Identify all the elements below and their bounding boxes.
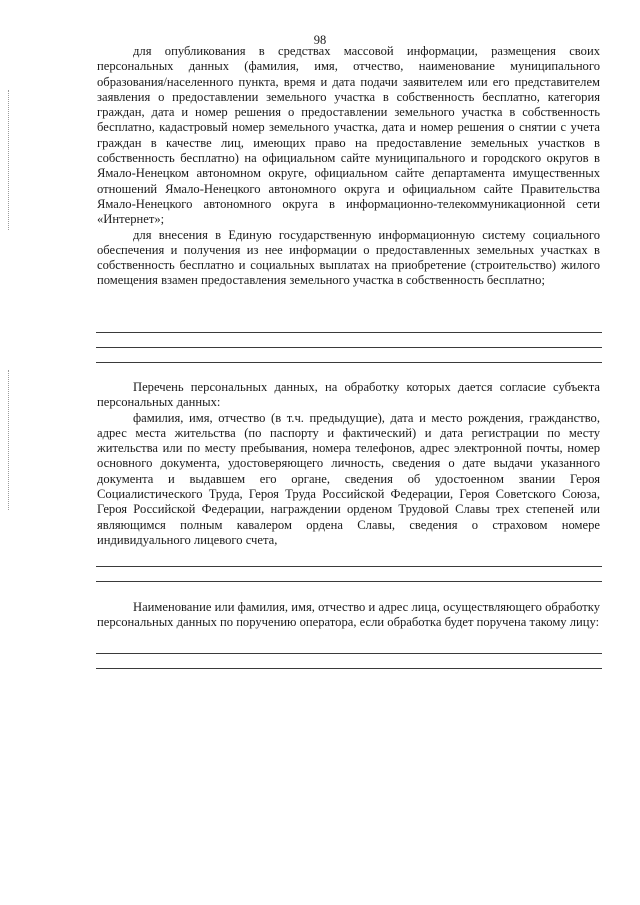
- personal-data-list-paragraph: фамилия, имя, отчество (в т.ч. предыдущие), дата и место рождения, гражданство, адрес места жительства (по паспорту и фактический) и дата регистрации по месту жительства или по месту пребывания, номера телефонов, адрес электронной почты, номер основного документа, удостоверяющего личность, сведения о дате выдачи указанного документа и выдавшем его органе, сведения об удостоенном звании Героя Социалистического Труда, Героя Труда Российской Федерации, Героя Советского Союза, Героя Российской Федерации, награждении орденом Трудовой Славы трех степеней или являющимся полным кавалером ордена Славы, сведения о страховом номере индивидуального лицевого счета,: [97, 410, 600, 547]
- consent-purposes-section: [97, 44, 600, 289]
- personal-data-list-section: [97, 380, 600, 548]
- blank-fill-line: [96, 581, 602, 582]
- blank-fill-line: [96, 566, 602, 567]
- processor-paragraph: Наименование или фамилия, имя, отчество и адрес лица, осуществляющего обработку персональных данных по поручению оператора, если обработка будет поручена такому лицу:: [97, 600, 600, 630]
- blank-fill-line: [96, 332, 602, 333]
- blank-fill-line: [96, 668, 602, 669]
- processor-section: [97, 600, 600, 631]
- binding-margin-mark: [8, 370, 11, 510]
- publication-purpose-paragraph: для опубликования в средствах массовой информации, размещения своих персональных данных (фамилия, имя, отчество, наименование муниципального образования/населенного пункта, время и дата подачи заявителем или его представителем заявления о предоставлении земельного участка в собственность бесплатно, категория граждан, дата и номер решения о предоставлении земельного участка в собственность бесплатно, кадастровый номер земельного участка, дата и номер решения о снятии с учета граждан в качестве лиц, имеющих право на предоставление земельных участков в собственность бесплатно) на официальном сайте муниципального и городского округов в Ямало-Ненецком автономном округе, официальном сайте департамента имущественных отношений Ямало-Ненецкого автономного округа и официальном сайте Правительства Ямало-Ненецкого автономного округа в информационно-телекоммуникационной сети «Интернет»;: [97, 44, 600, 227]
- blank-fill-line: [96, 362, 602, 363]
- egisso-purpose-paragraph: для внесения в Единую государственную информационную систему социального обеспечения и получения из нее информации о предоставленных земельных участках в собственность бесплатно и социальных выплатах на приобретение (строительство) жилого помещения взамен предоставления земельного участка в собственность бесплатно;: [97, 227, 600, 288]
- blank-fill-line: [96, 347, 602, 348]
- blank-fill-line: [96, 653, 602, 654]
- binding-margin-mark: [8, 90, 11, 230]
- personal-data-list-heading: Перечень персональных данных, на обработку которых дается согласие субъекта персональных данных:: [97, 380, 600, 410]
- page-number: 98: [313, 33, 327, 47]
